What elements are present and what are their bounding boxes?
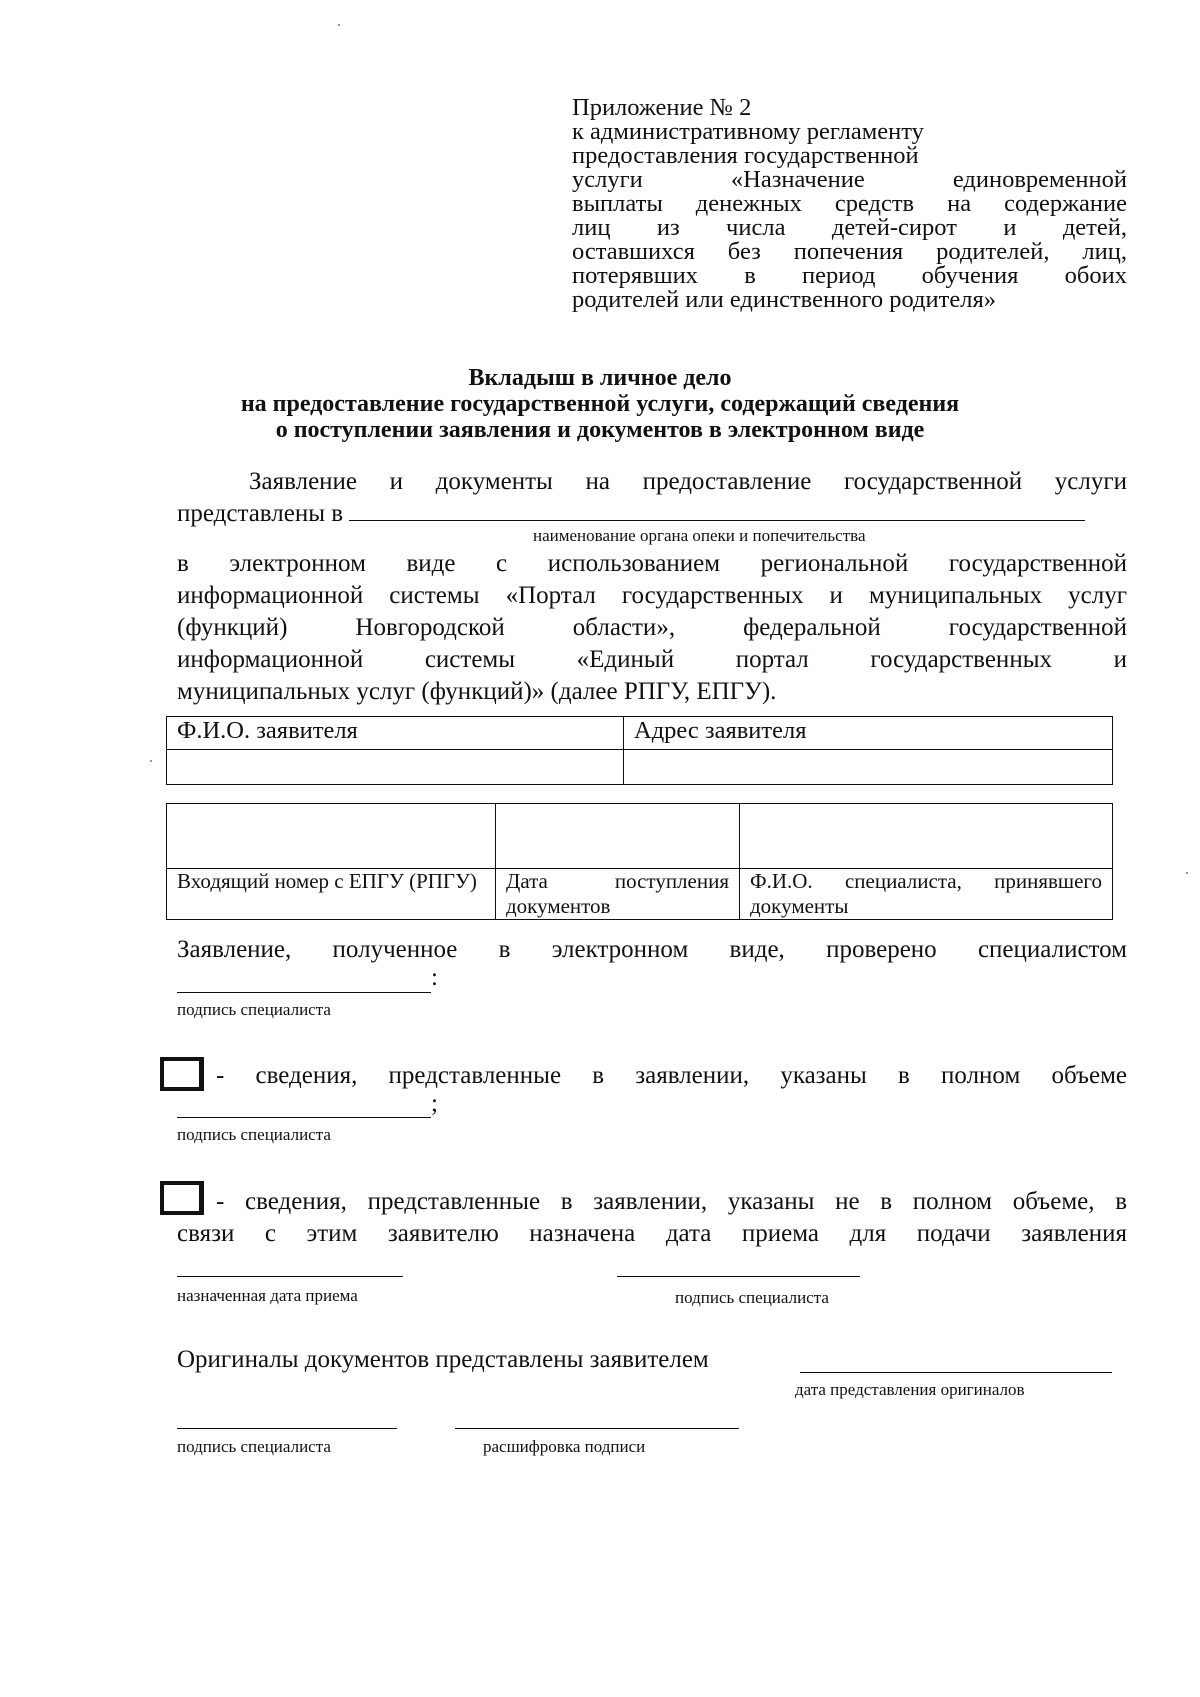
applicant-table [166,716,1113,785]
annex-line: Приложение № 2 [572,94,752,121]
incoming-number-header: Входящий номер с ЕПГУ (РПГУ) [167,869,496,920]
partial-info-line2-wrap [177,1218,1127,1250]
intro-line: информационной системы «Единый портал государственных и [177,646,1127,673]
partial-signature-caption: подпись специалиста [675,1288,829,1307]
incoming-number-cell[interactable] [167,804,496,869]
annex-line: предоставления государственной [572,142,919,169]
specialist-name-cell[interactable] [740,804,1113,869]
full-info-signature-line[interactable] [177,1117,431,1118]
intro-line: в электронном виде с использованием региональной государственной [177,550,1127,577]
annex-line: потерявших в период обучения обоих [572,262,1127,289]
partial-info-checkbox[interactable] [160,1181,204,1215]
originals-signature-line[interactable] [177,1428,397,1429]
intro-prefix: представлены в [177,500,344,527]
receipt-table [166,803,1113,920]
originals-decode-caption: расшифровка подписи [483,1437,646,1456]
partial-signature-line[interactable] [617,1276,860,1277]
originals-signature-caption: подпись специалиста [177,1437,331,1456]
annex-line: родителей или единственного родителя» [572,286,996,313]
title-line: на предоставление государственной услуги, содержащий сведения [240,391,960,417]
annex-line: услуги «Назначение единовременной [572,166,1127,193]
receipt-date-cell[interactable] [496,804,740,869]
full-info-checkbox[interactable] [160,1057,204,1091]
applicant-address-cell[interactable] [624,750,1113,785]
annex-line: лиц из числа детей-сирот и детей, [572,214,1127,241]
applicant-name-cell[interactable] [167,750,624,785]
check-signature-line[interactable] [177,992,431,993]
annex-line: выплаты денежных средств на содержание [572,190,1127,217]
title-line: Вкладыш в личное дело [468,365,732,391]
intro-line: информационной системы «Портал государственных и муниципальных услуг [177,582,1127,609]
specialist-name-header: Ф.И.О. специалиста, принявшего документы [740,869,1113,920]
full-info-signature-caption: подпись специалиста [177,1125,331,1144]
annex-line: оставшихся без попечения родителей, лиц, [572,238,1127,265]
scan-speck [338,24,340,26]
annex-line: к административному регламенту [572,118,924,145]
partial-info-line2: связи с этим заявителю назначена дата приема для подачи заявления [177,1220,1127,1247]
scan-speck [1186,872,1188,874]
organ-name-field[interactable] [349,498,1085,521]
appointed-date-caption: назначенная дата приема [177,1286,358,1305]
partial-info-line1: - сведения, представленные в заявлении, указаны не в полном объеме, в [216,1188,1127,1215]
intro-line: (функций) Новгородской области», федеральной государственной [177,614,1127,641]
title-line: о поступлении заявления и документов в электронном виде [275,417,925,443]
intro-line: муниципальных услуг (функций)» (далее РПГУ, ЕПГУ). [177,678,777,705]
check-colon: : [431,964,438,991]
check-text: Заявление, полученное в электронном виде, проверено специалистом [177,934,1127,966]
originals-decode-line[interactable] [455,1428,739,1429]
scan-speck [150,760,152,762]
originals-text: Оригиналы документов представлены заявителем [177,1346,709,1373]
appointed-date-line[interactable] [177,1276,403,1277]
applicant-name-header: Ф.И.О. заявителя [167,717,624,750]
full-info-semicolon: ; [431,1090,438,1117]
applicant-address-header: Адрес заявителя [624,717,1113,750]
receipt-date-header: Дата поступления документов [496,869,740,920]
originals-date-line[interactable] [800,1372,1112,1373]
document-title [0,365,1200,443]
organ-caption: наименование органа опеки и попечительства [533,526,866,545]
full-info-text-wrap [216,1060,1127,1092]
check-signature-caption: подпись специалиста [177,1000,331,1019]
intro-line: Заявление и документы на предоставление государственной услуги [249,468,1127,495]
annex-block [572,96,1127,312]
check-line-wrap [177,934,1127,966]
full-info-text: - сведения, представленные в заявлении, указаны в полном объеме [216,1062,1127,1089]
originals-date-caption: дата представления оригиналов [795,1380,1025,1399]
intro-paragraph [177,466,1127,708]
partial-info-line1-wrap [216,1186,1127,1218]
